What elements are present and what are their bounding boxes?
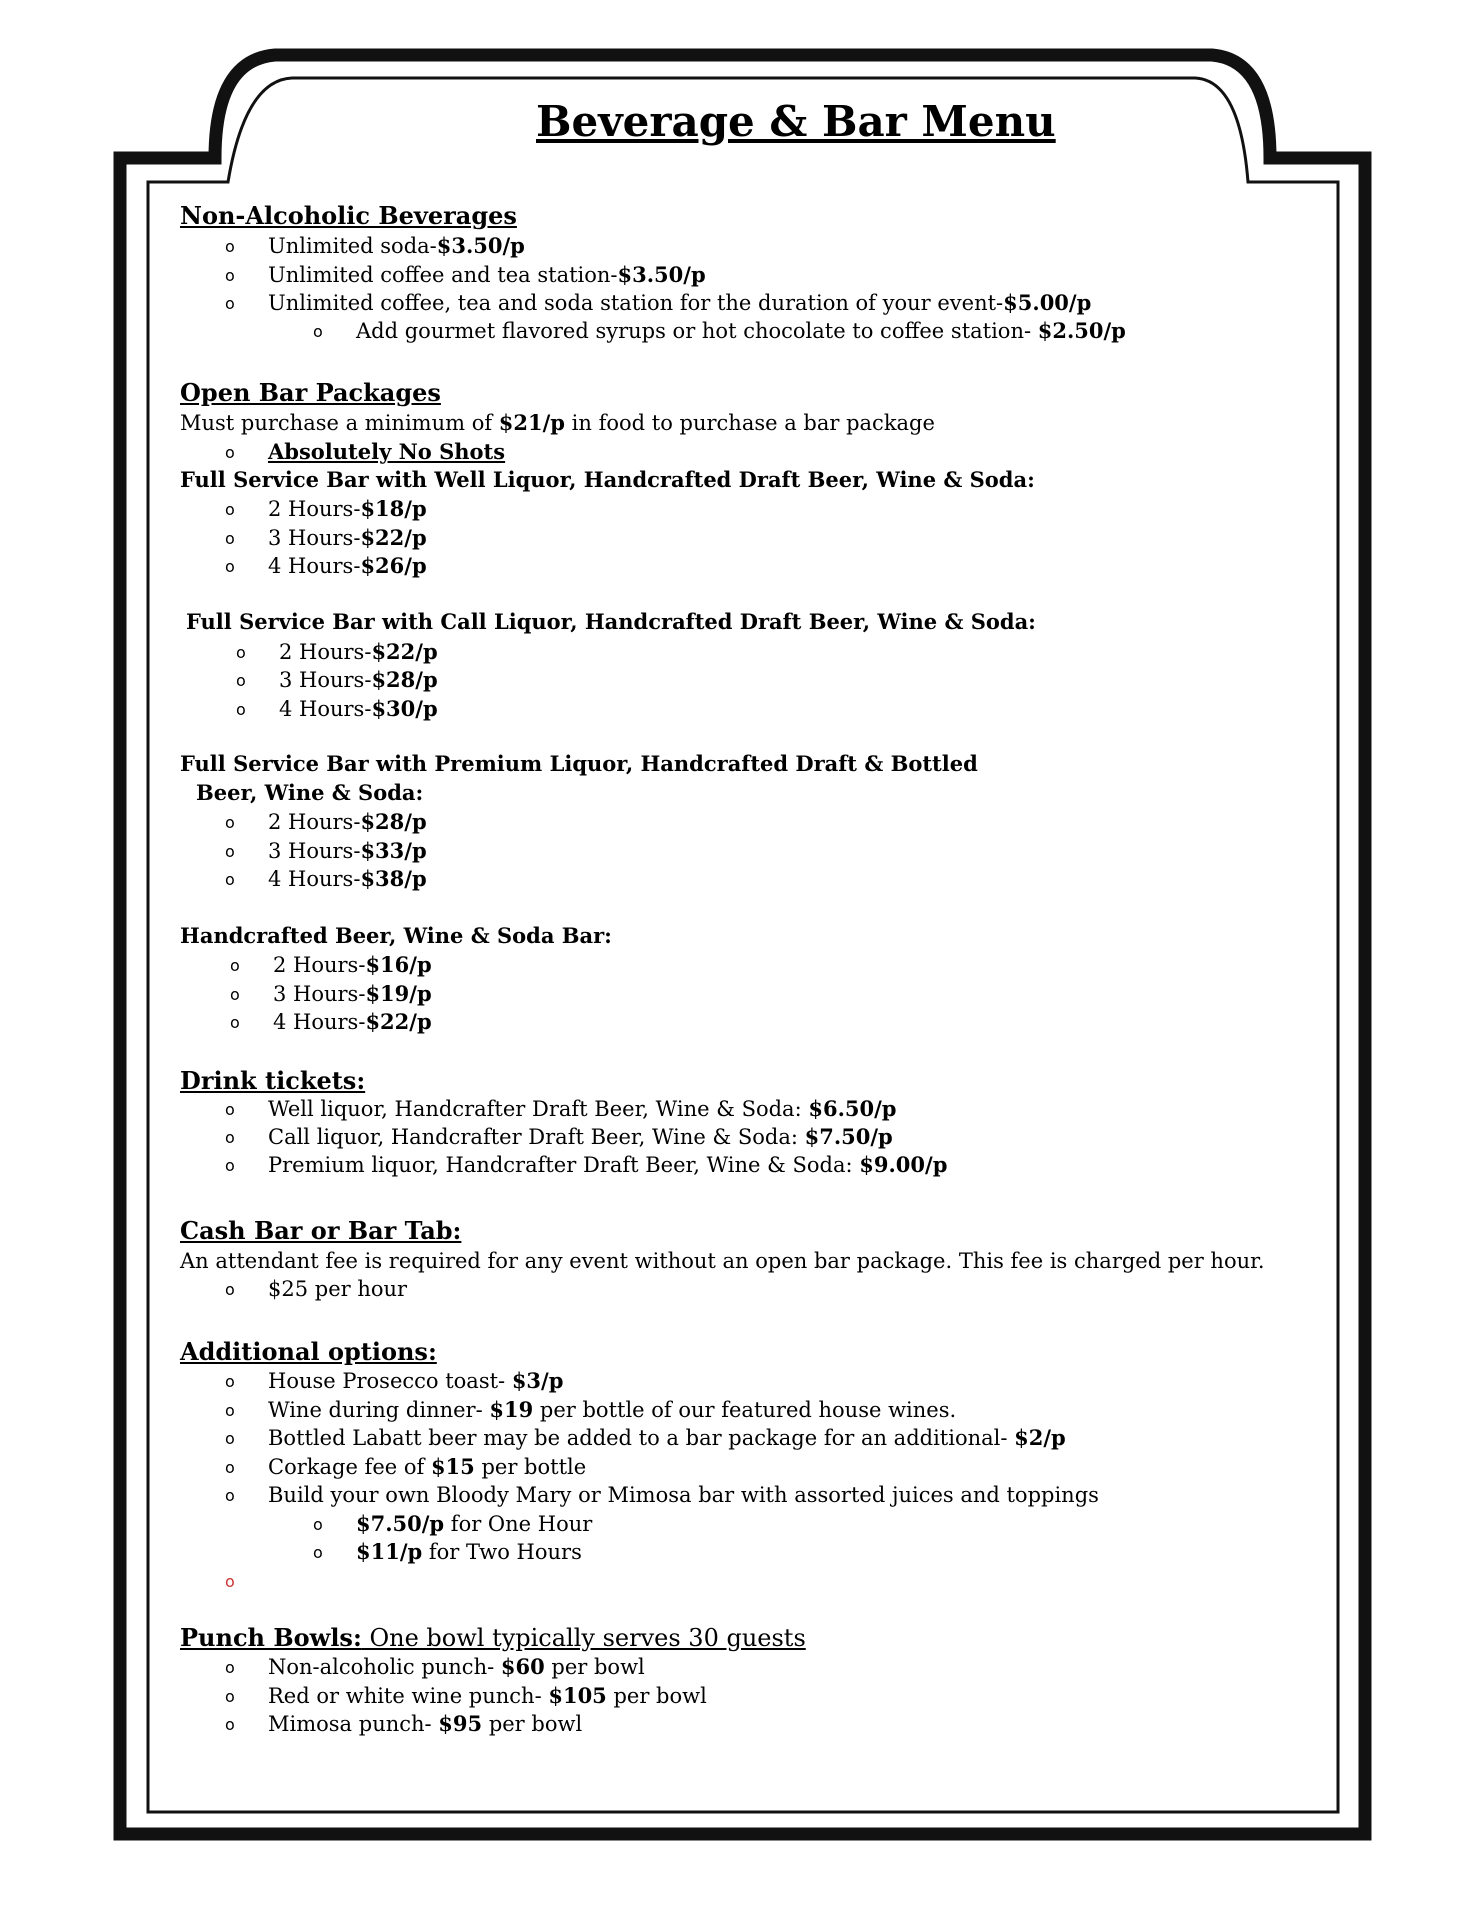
no-shots-note: Absolutely No Shots xyxy=(268,439,506,464)
bullet: o xyxy=(225,557,235,576)
list-item: Wine during dinner- $19 per bottle of our featured house wines. xyxy=(268,1397,957,1422)
bullet: o xyxy=(236,643,246,662)
list-item: Bottled Labatt beer may be added to a bar package for an additional- $2/p xyxy=(268,1425,1066,1450)
list-item: Red or white wine punch- $105 per bowl xyxy=(268,1683,707,1708)
package-heading-premium-line2: Beer, Wine & Soda: xyxy=(196,780,424,805)
list-item: 3 Hours-$28/p xyxy=(279,667,438,692)
bullet: o xyxy=(225,1458,235,1477)
section-heading-non-alcoholic: Non-Alcoholic Beverages xyxy=(180,201,517,230)
bullet: o xyxy=(225,1100,235,1119)
bullet: o xyxy=(225,266,235,285)
list-sub-item: Add gourmet flavored syrups or hot chocolate to coffee station- $2.50/p xyxy=(356,318,1126,343)
page-title: Beverage & Bar Menu xyxy=(536,97,1056,146)
bullet: o xyxy=(313,322,323,341)
bullet: o xyxy=(225,1128,235,1147)
list-item: 2 Hours-$18/p xyxy=(268,496,427,521)
bullet: o xyxy=(225,842,235,861)
bullet: o xyxy=(313,1543,323,1562)
bullet: o xyxy=(225,294,235,313)
empty-bullet: o xyxy=(225,1572,235,1591)
bullet: o xyxy=(225,1401,235,1420)
list-item: Corkage fee of $15 per bottle xyxy=(268,1454,587,1479)
bullet: o xyxy=(225,1156,235,1175)
list-item: Build your own Bloody Mary or Mimosa bar with assorted juices and toppings xyxy=(268,1483,1099,1507)
bullet: o xyxy=(225,813,235,832)
list-item: Premium liquor, Handcrafter Draft Beer, Wine & Soda: $9.00/p xyxy=(268,1152,948,1177)
bullet: o xyxy=(225,1486,235,1505)
bullet: o xyxy=(225,443,235,462)
bullet: o xyxy=(225,500,235,519)
list-item: 2 Hours-$16/p xyxy=(273,952,432,977)
list-item: 4 Hours-$38/p xyxy=(268,866,427,891)
list-item: House Prosecco toast- $3/p xyxy=(268,1368,564,1393)
list-sub-item: $11/p for Two Hours xyxy=(356,1539,582,1564)
list-item: Call liquor, Handcrafter Draft Beer, Wine & Soda: $7.50/p xyxy=(268,1124,893,1149)
bullet: o xyxy=(225,1280,235,1299)
list-item: 3 Hours-$33/p xyxy=(268,838,427,863)
bullet: o xyxy=(225,870,235,889)
list-item: Well liquor, Handcrafter Draft Beer, Wine & Soda: $6.50/p xyxy=(268,1096,897,1121)
minimum-purchase-note: Must purchase a minimum of $21/p in food to purchase a bar package xyxy=(180,410,935,435)
bullet: o xyxy=(225,1715,235,1734)
bullet: o xyxy=(230,956,240,975)
section-heading-open-bar: Open Bar Packages xyxy=(180,378,441,407)
bullet: o xyxy=(225,1658,235,1677)
list-item: 4 Hours-$22/p xyxy=(273,1009,432,1034)
package-heading-well: Full Service Bar with Well Liquor, Handcrafted Draft Beer, Wine & Soda: xyxy=(180,467,1035,492)
package-heading-call: Full Service Bar with Call Liquor, Handcrafted Draft Beer, Wine & Soda: xyxy=(186,609,1036,634)
list-item: Unlimited coffee, tea and soda station for the duration of your event-$5.00/p xyxy=(268,290,1092,315)
bullet: o xyxy=(230,1013,240,1032)
bullet: o xyxy=(225,1372,235,1391)
list-item: 2 Hours-$28/p xyxy=(268,809,427,834)
section-heading-drink-tickets: Drink tickets: xyxy=(180,1066,366,1095)
package-heading-beer-wine: Handcrafted Beer, Wine & Soda Bar: xyxy=(180,923,612,948)
list-item: Non-alcoholic punch- $60 per bowl xyxy=(268,1654,645,1679)
list-sub-item: $7.50/p for One Hour xyxy=(356,1511,593,1536)
list-item: Mimosa punch- $95 per bowl xyxy=(268,1711,583,1736)
cash-bar-description: An attendant fee is required for any event without an open bar package. This fee is charged per hour. xyxy=(180,1249,1265,1273)
list-item: $25 per hour xyxy=(268,1277,408,1301)
bullet: o xyxy=(236,671,246,690)
bullet: o xyxy=(225,237,235,256)
list-item: 2 Hours-$22/p xyxy=(279,639,438,664)
section-heading-additional: Additional options: xyxy=(180,1337,437,1366)
bullet: o xyxy=(225,1687,235,1706)
list-item: Unlimited coffee and tea station-$3.50/p xyxy=(268,262,706,287)
bullet: o xyxy=(225,1429,235,1448)
bullet: o xyxy=(236,700,246,719)
list-item: 4 Hours-$30/p xyxy=(279,696,438,721)
bullet: o xyxy=(230,985,240,1004)
bullet: o xyxy=(225,529,235,548)
section-heading-punch: Punch Bowls: One bowl typically serves 30 guests xyxy=(180,1623,806,1652)
section-heading-cash-bar: Cash Bar or Bar Tab: xyxy=(180,1216,462,1245)
package-heading-premium: Full Service Bar with Premium Liquor, Handcrafted Draft & Bottled xyxy=(180,751,978,776)
list-item: 3 Hours-$22/p xyxy=(268,525,427,550)
list-item: 3 Hours-$19/p xyxy=(273,981,432,1006)
list-item: 4 Hours-$26/p xyxy=(268,553,427,578)
list-item: Unlimited soda-$3.50/p xyxy=(268,233,525,258)
bullet: o xyxy=(313,1515,323,1534)
